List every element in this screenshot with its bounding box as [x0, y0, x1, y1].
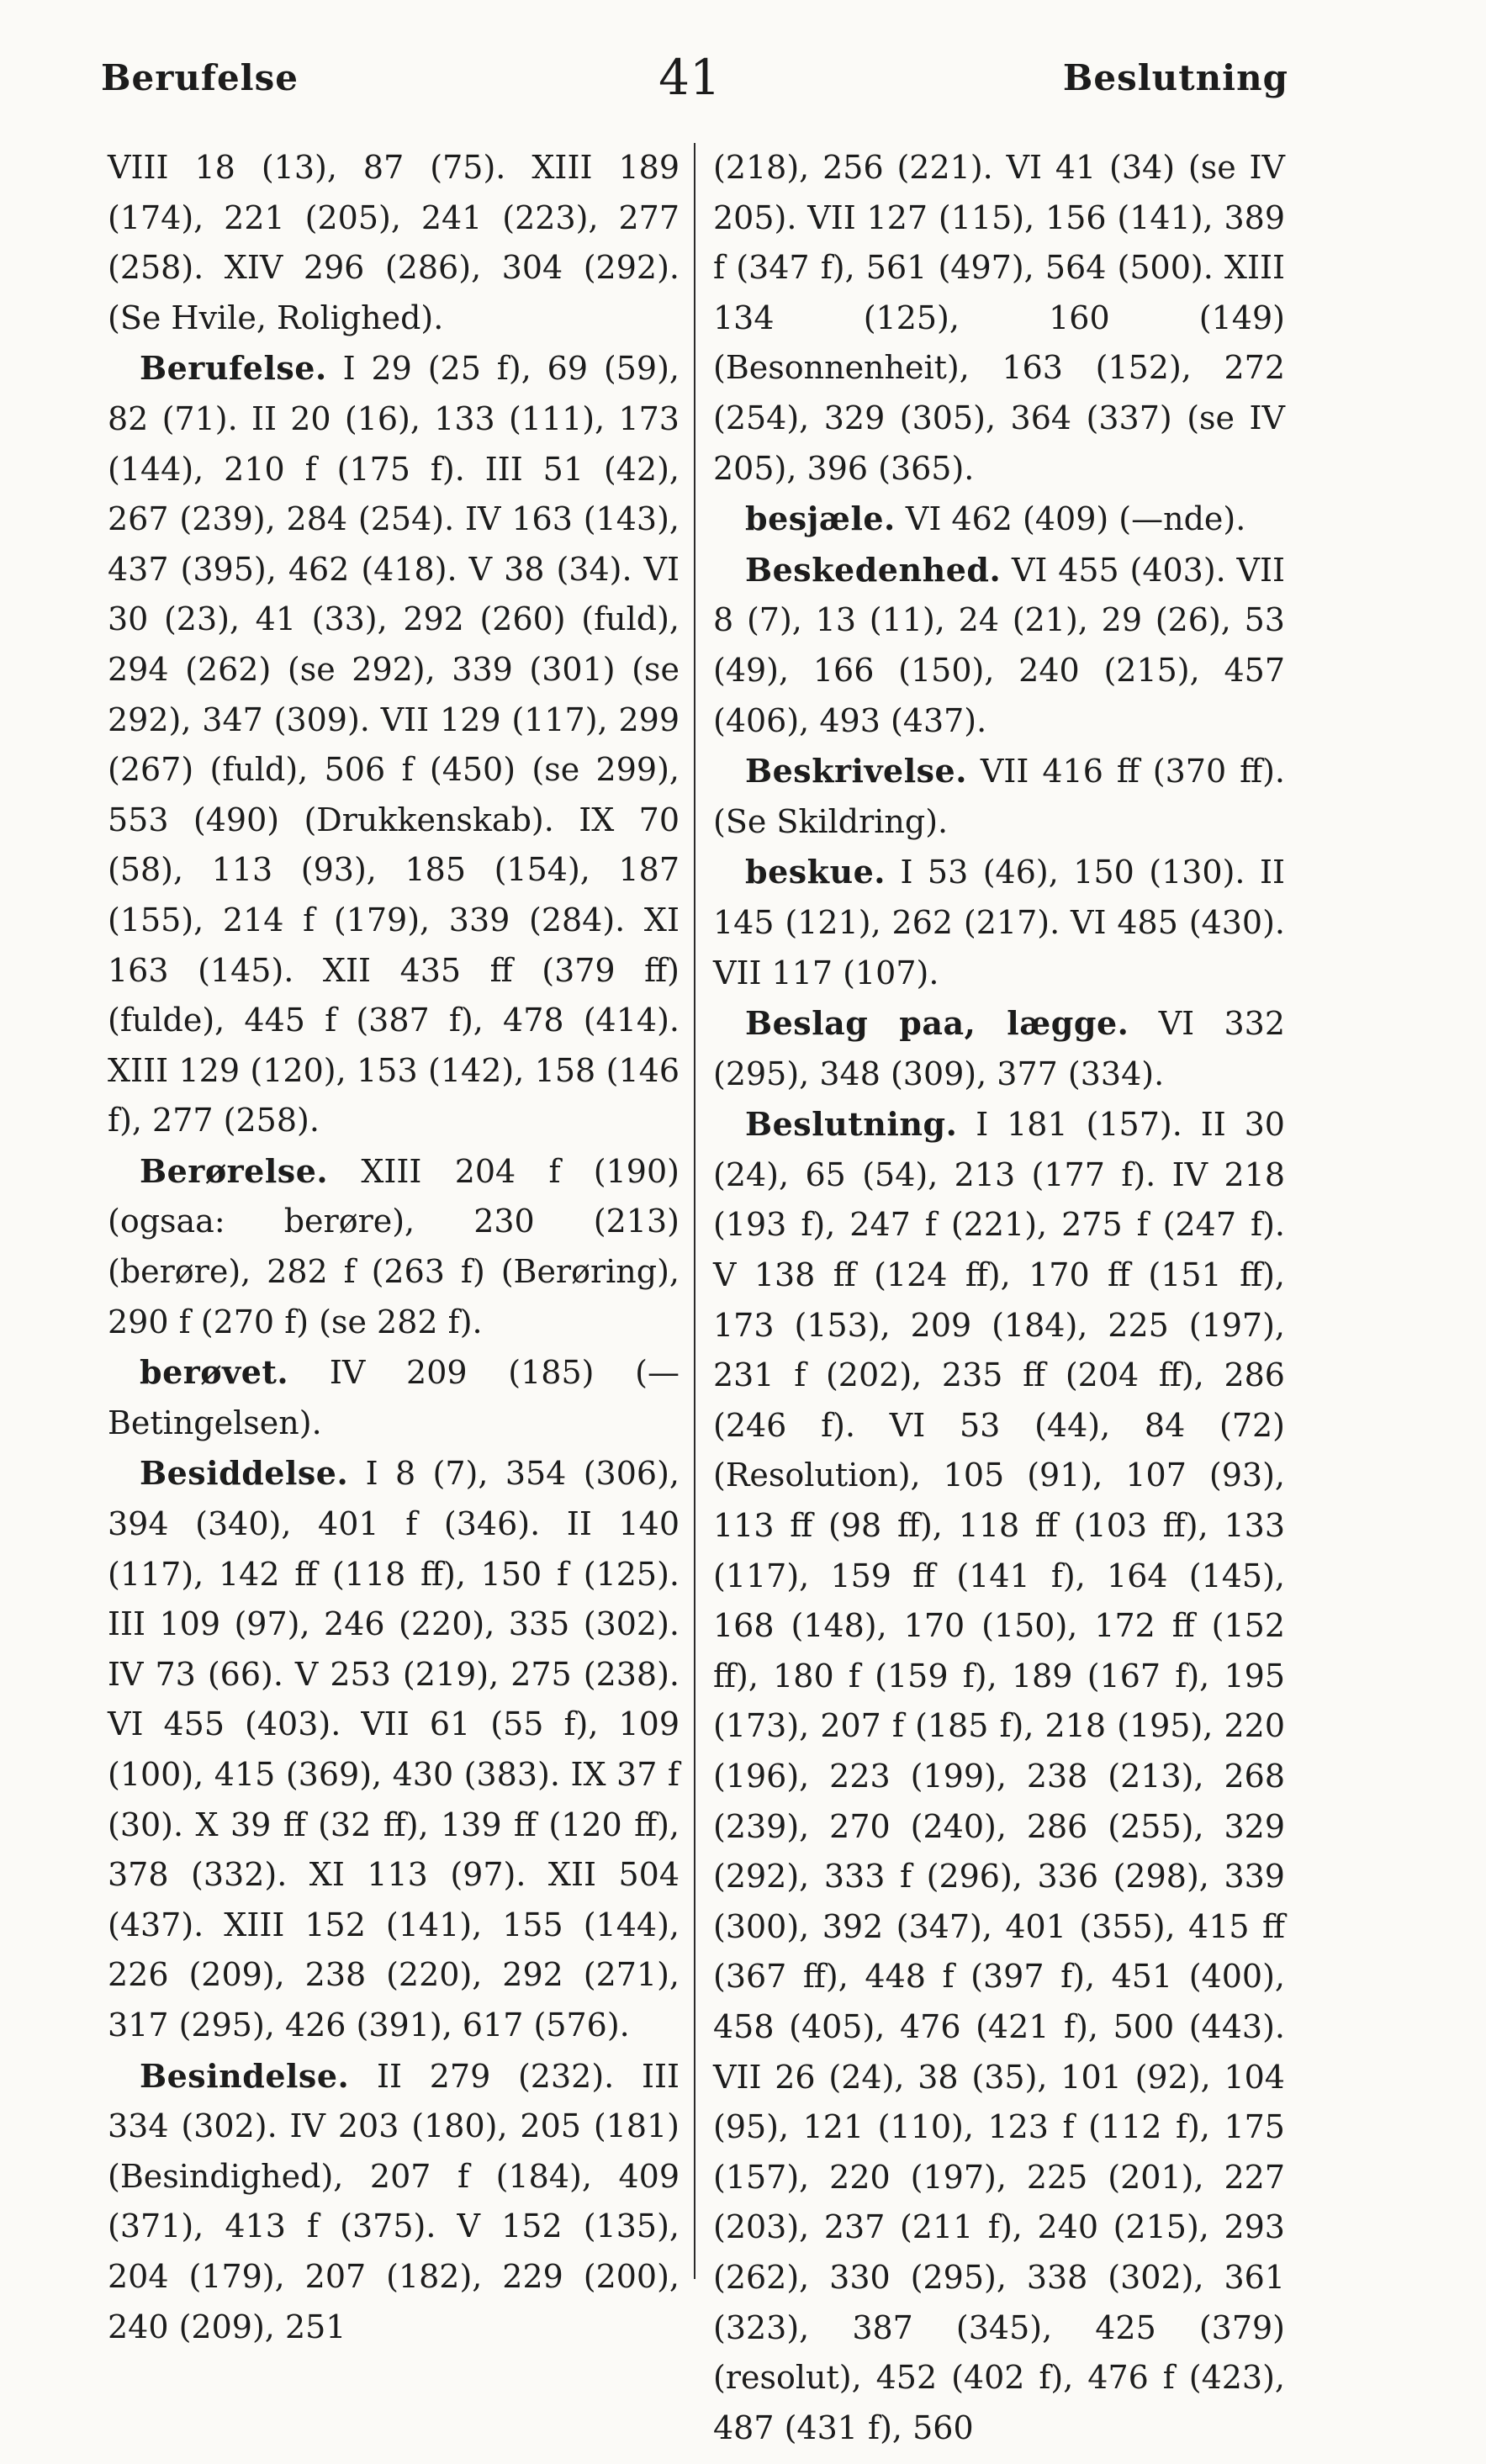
left-column [108, 143, 680, 2352]
entry-headword: Beslag paa, lægge. [745, 1004, 1129, 1043]
entry-headword: besjæle. [745, 500, 896, 538]
entry-text: II 279 (232). III 334 (302). IV 203 (180), 205 (181) (Besindighed), 207 f (184), 409 (371), 413 f (375). V 152 (135), 204 (179), 207 (182), 229 (200), 240 (209), 251 [108, 2057, 680, 2345]
index-entry [108, 343, 680, 1146]
index-entry [108, 2051, 680, 2353]
entry-text: I 29 (25 f), 69 (59), 82 (71). II 20 (16), 133 (111), 173 (144), 210 f (175 f). III 51 (42), 267 (239), 284 (254). IV 163 (143), 437 (395), 462 (418). V 38 (34). VI 30 (23), 41 (33), 292 (260) (fuld), 294 (262) (se 292), 339 (301) (se 292), 347 (309). VII 129 (117), 299 (267) (fuld), 506 f (450) (se 299), 553 (490) (Drukkenskab). IX 70 (58), 113 (93), 185 (154), 187 (155), 214 f (179), 339 (284). XI 163 (145). XII 435 ff (379 ff) (fulde), 445 f (387 f), 478 (414). XIII 129 (120), 153 (142), 158 (146 f), 277 (258). [108, 350, 680, 1139]
index-entry [108, 1146, 680, 1347]
entry-text: (218), 256 (221). VI 41 (34) (se IV 205). VII 127 (115), 156 (141), 389 f (347 f), 561 (497), 564 (500). XIII 134 (125), 160 (149) (Besonnenheit), 163 (152), 272 (254), 329 (305), 364 (337) (se IV 205), 396 (365). [713, 149, 1285, 487]
entry-headword: Besindelse. [140, 2056, 350, 2095]
index-entry [713, 1099, 1285, 2453]
running-head-left: Berufelse [101, 57, 299, 98]
index-columns [101, 143, 1288, 2446]
page-number: 41 [658, 49, 721, 106]
entry-headword: berøvet. [140, 1353, 289, 1392]
entry-text: I 8 (7), 354 (306), 394 (340), 401 f (346). II 140 (117), 142 ff (118 ff), 150 f (125). III 109 (97), 246 (220), 335 (302). IV 73 (66). V 253 (219), 275 (238). VI 455 (403). VII 61 (55 f), 109 (100), 415 (369), 430 (383). IX 37 f (30). X 39 ff (32 ff), 139 ff (120 ff), 378 (332). XI 113 (97). XII 504 (437). XIII 152 (141), 155 (144), 226 (209), 238 (220), 292 (271), 317 (295), 426 (391), 617 (576). [108, 1455, 680, 2044]
entry-headword: Besiddelse. [140, 1454, 349, 1493]
entry-text: VI 462 (409) (—nde). [905, 500, 1246, 538]
index-entry [713, 545, 1285, 746]
entry-headword: beskue. [745, 853, 886, 891]
running-head-right: Beslutning [1062, 57, 1288, 98]
index-entry [713, 746, 1285, 847]
entry-text: VIII 18 (13), 87 (75). XIII 189 (174), 221 (205), 241 (223), 277 (258). XIV 296 (286), 304 (292). (Se Hvile, Rolighed). [108, 149, 680, 336]
entry-text: I 53 (46), 150 (130). II 145 (121), 262 (217). VI 485 (430). VII 117 (107). [713, 854, 1285, 991]
right-column [713, 143, 1285, 2453]
page-header [101, 49, 1288, 108]
entry-text: VI 455 (403). VII 8 (7), 13 (11), 24 (21), 29 (26), 53 (49), 166 (150), 240 (215), 457 (406), 493 (437). [713, 551, 1285, 739]
index-entry [713, 998, 1285, 1099]
index-entry [713, 494, 1285, 545]
entry-text: XIII 204 f (190) (ogsaa: berøre), 230 (213) (berøre), 282 f (263 f) (Berøring), 290 f (270 f) (se 282 f). [108, 1152, 680, 1340]
entry-headword: Beslutning. [745, 1105, 958, 1144]
entry-headword: Beskrivelse. [745, 752, 967, 790]
column-divider [694, 143, 695, 2279]
entry-text: I 181 (157). II 30 (24), 65 (54), 213 (177 f). IV 218 (193 f), 247 f (221), 275 f (247 f). V 138 ff (124 ff), 170 ff (151 ff), 173 (153), 209 (184), 225 (197), 231 f (202), 235 ff (204 ff), 286 (246 f). VI 53 (44), 84 (72) (Resolution), 105 (91), 107 (93), 113 ff (98 ff), 118 ff (103 ff), 133 (117), 159 ff (141 f), 164 (145), 168 (148), 170 (150), 172 ff (152 ff), 180 f (159 f), 189 (167 f), 195 (173), 207 f (185 f), 218 (195), 220 (196), 223 (199), 238 (213), 268 (239), 270 (240), 286 (255), 329 (292), 333 f (296), 336 (298), 339 (300), 392 (347), 401 (355), 415 ff (367 ff), 448 f (397 f), 451 (400), 458 (405), 476 (421 f), 500 (443). VII 26 (24), 38 (35), 101 (92), 104 (95), 121 (110), 123 f (112 f), 175 (157), 220 (197), 225 (201), 227 (203), 237 (211 f), 240 (215), 293 (262), 330 (295), 338 (302), 361 (323), 387 (345), 425 (379) (resolut), 452 (402 f), 476 f (423), 487 (431 f), 560 [713, 1106, 1285, 2446]
entry-text: VI 332 (295), 348 (309), 377 (334). [713, 1005, 1285, 1092]
entry-text: IV 209 (185) (— Betingelsen). [108, 1354, 680, 1441]
entry-headword: Beskedenhed. [745, 550, 1002, 589]
index-entry [108, 1347, 680, 1448]
entry-text: VII 416 ff (370 ff). (Se Skildring). [713, 753, 1285, 840]
entry-headword: Berørelse. [140, 1151, 329, 1190]
entry-headword: Berufelse. [140, 349, 327, 388]
index-entry [713, 143, 1285, 494]
index-entry [108, 143, 680, 343]
index-entry [108, 1448, 680, 2050]
index-entry [713, 847, 1285, 998]
